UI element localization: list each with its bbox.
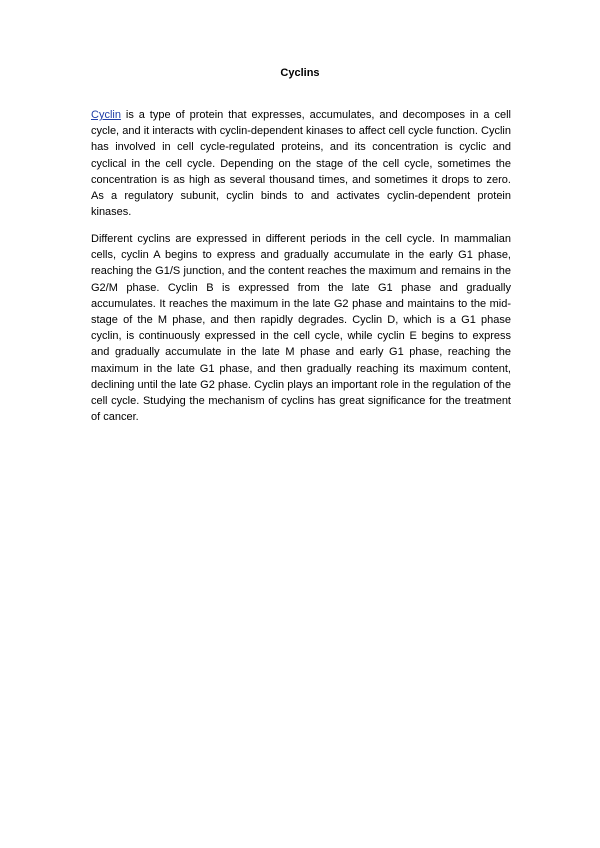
cyclin-link[interactable]: Cyclin	[91, 109, 121, 121]
paragraph-cyclin-types: Different cyclins are expressed in different periods in the cell cycle. In mammalian cells, cyclin A begins to express and gradually accumulate in the early G1 phase, reaching the G1/S junction, and the content reaches the maximum and remains in the G2/M phase. Cyclin B is expressed from the late G1 phase and gradually accumulates. It reaches the maximum in the late G2 phase and maintains to the mid-stage of the M phase, and then rapidly degrades. Cyclin D, which is a G1 phase cyclin, is continuously expressed in the cell cycle, while cyclin E begins to express and gradually accumulate in the late M phase and early G1 phase, reaching the maximum in the late G1 phase, and then gradually reaching its maximum content, declining until the late G2 phase. Cyclin plays an important role in the regulation of the cell cycle. Studying the mechanism of cyclins has great significance for the treatment of cancer.	[91, 233, 511, 424]
paragraph-intro-text: is a type of protein that expresses, accumulates, and decomposes in a cell cycle, and it interacts with cyclin-dependent kinases to affect cell cycle function. Cyclin has involved in cell cycle-regulated proteins, and its concentration is cyclic and cyclical in the cell cycle. Depending on the stage of the cell cycle, sometimes the concentration is as high as several thousand times, and sometimes it drops to zero. As a regulatory subunit, cyclin binds to and activates cyclin-dependent protein kinases.	[91, 109, 511, 219]
document-title: Cyclins	[280, 67, 320, 79]
paragraph-intro	[91, 107, 511, 220]
